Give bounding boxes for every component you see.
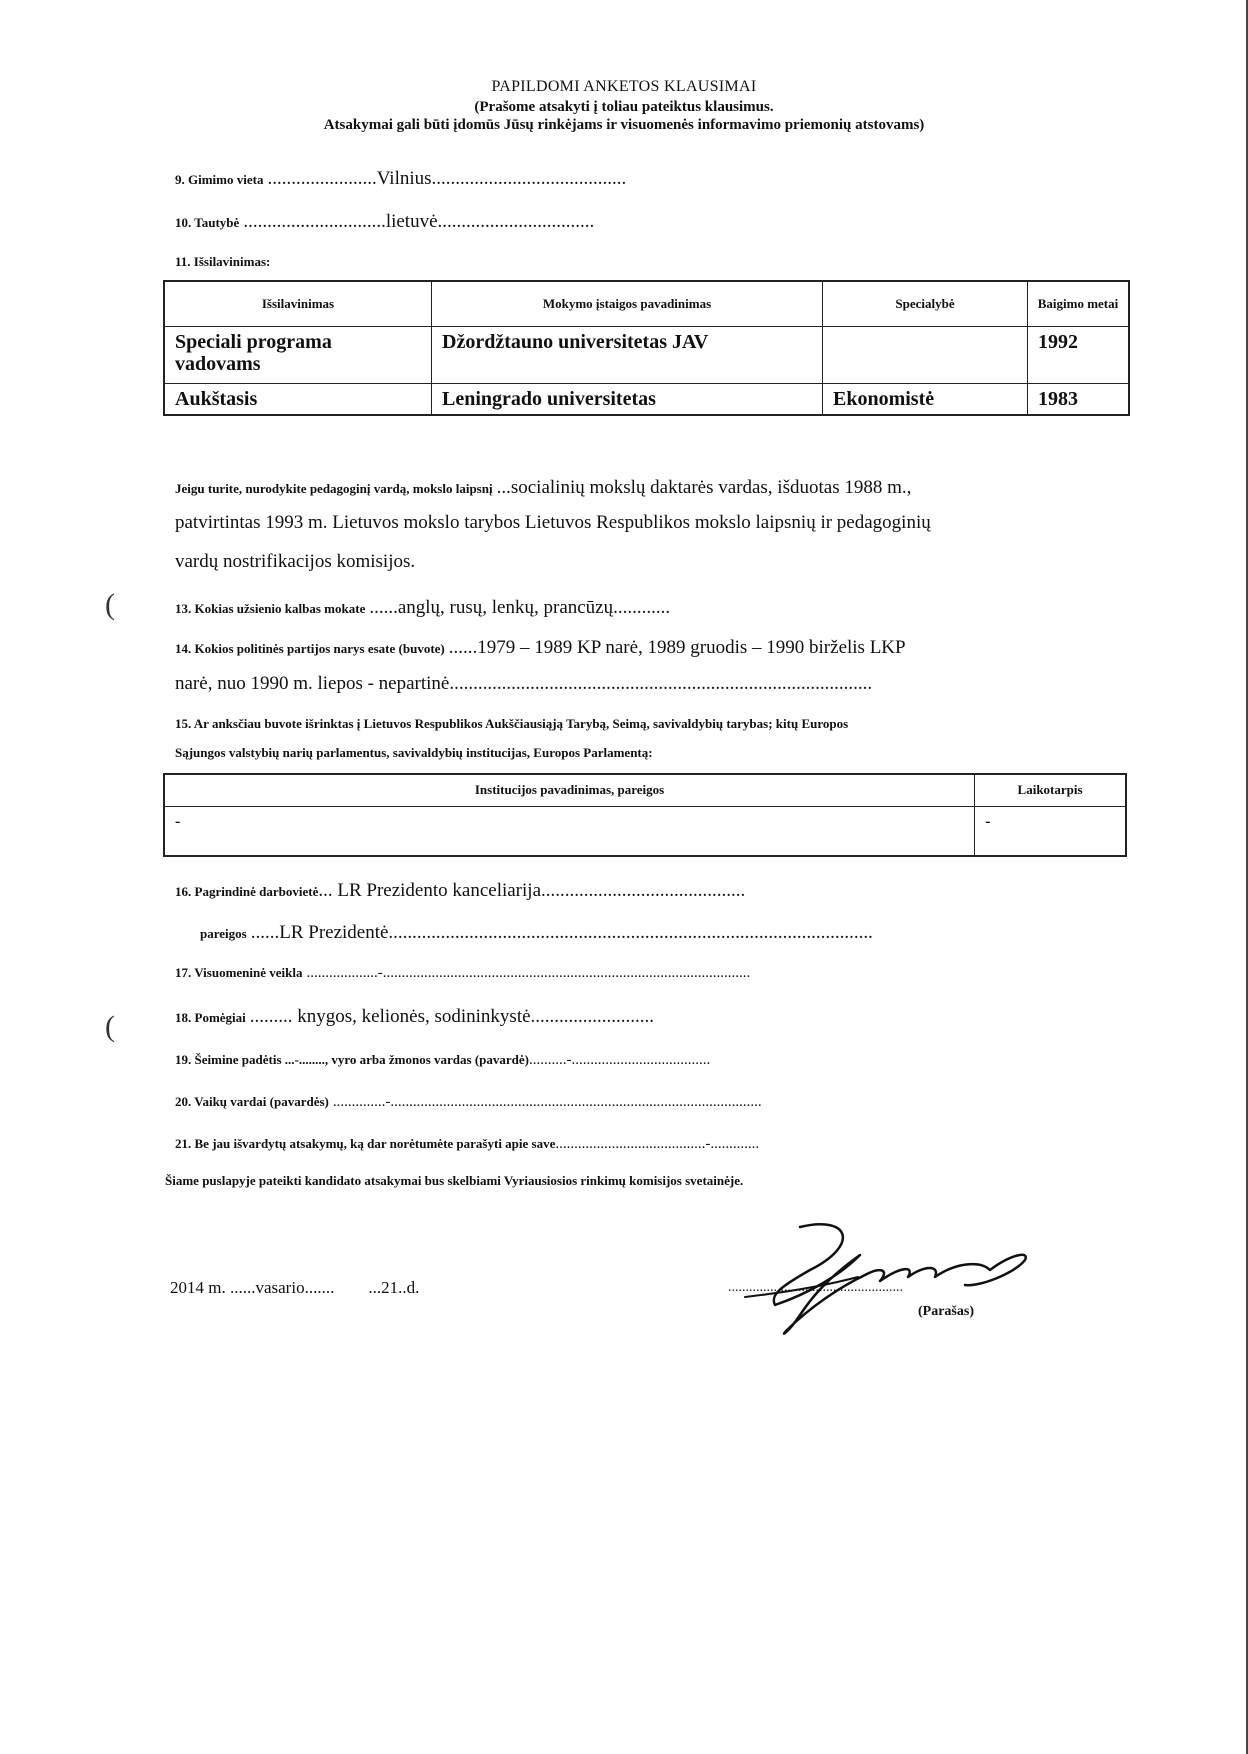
handwritten-signature [740, 1215, 1040, 1340]
table-row [164, 806, 1126, 856]
institutions-table [163, 773, 1127, 857]
q17-line [175, 964, 750, 982]
education-header-level: Išsilavinimas [164, 281, 432, 326]
q20-line [175, 1093, 762, 1111]
signature-caption: (Parašas) [918, 1304, 974, 1319]
institutions-name: - [164, 806, 975, 856]
form-title: PAPILDOMI ANKETOS KLAUSIMAI [491, 78, 757, 95]
q21-value: ........................................-............. [555, 1136, 760, 1152]
q19-value: ..........-..................................... [529, 1052, 711, 1068]
education-institution: Leningrado universitetas [432, 383, 823, 415]
q20-label: 20. Vaikų vardai (pavardės) [175, 1094, 329, 1109]
q21-label: 21. Be jau išvardytų atsakymų, ką dar norėtumėte parašyti apie save [175, 1136, 556, 1151]
q10-label: 10. Tautybė [175, 215, 240, 230]
education-level: Speciali programa vadovams [164, 326, 432, 383]
q17-label: 17. Visuomeninė veikla [175, 965, 303, 980]
q12-value-2: patvirtintas 1993 m. Lietuvos mokslo tarybos Lietuvos Respublikos mokslo laipsnių ir pedagoginių [175, 512, 931, 533]
table-row [164, 383, 1129, 415]
q16-value: ... LR Prezidento kanceliarija........................................... [318, 880, 746, 901]
q18-label: 18. Pomėgiai [175, 1010, 246, 1025]
education-header-year: Baigimo metai [1028, 281, 1130, 326]
q16-label: 16. Pagrindinė darbovietė [175, 884, 319, 899]
education-header-specialty: Specialybė [823, 281, 1028, 326]
q13-label: 13. Kokias užsienio kalbas mokate [175, 601, 366, 616]
form-subtitle-2: Atsakymai gali būti įdomūs Jūsų rinkėjams ir visuomenės informavimo priemonių atstovams) [323, 117, 925, 133]
education-year: 1983 [1028, 383, 1130, 415]
q19-label: 19. Šeimine padėtis ...-........, vyro arba žmonos vardas (pavardė) [175, 1052, 530, 1067]
q16-line [175, 880, 745, 902]
institutions-header-period: Laikotarpis [975, 774, 1126, 806]
q14-value-2: narė, nuo 1990 m. liepos - nepartinė......................................................................................... [175, 673, 873, 694]
institutions-header-row [164, 774, 1126, 806]
signature-dots: .................................................. [728, 1280, 903, 1295]
education-table [163, 280, 1130, 416]
q9-label: 9. Gimimo vieta [175, 172, 264, 187]
form-subtitle-1: (Prašome atsakyti į toliau pateiktus klausimus. [474, 99, 774, 115]
margin-parenthesis-mark: ( [105, 588, 115, 621]
q12-line-1 [175, 477, 911, 499]
institutions-period: - [975, 806, 1126, 856]
q10-trail-dots: ................................. [437, 211, 595, 232]
q15-label-2: Sąjungos valstybių narių parlamentus, savivaldybių institucijas, Europos Parlamentą: [175, 745, 653, 760]
education-header-row [164, 281, 1129, 326]
q19-line [175, 1051, 710, 1069]
institutions-header-name: Institucijos pavadinimas, pareigos [164, 774, 975, 806]
q11-label: 11. Išsilavinimas: [175, 254, 271, 269]
q14-value-1: ......1979 – 1989 KP narė, 1989 gruodis – 1990 birželis LKP [448, 637, 906, 658]
q17-value: ...................-.................................................................................................. [306, 965, 751, 981]
q10-line [175, 211, 594, 233]
q14-label: 14. Kokios politinės partijos narys esate (buvote) [175, 641, 445, 656]
q13-value: ......anglų, rusų, lenkų, prancūzų............ [369, 597, 671, 618]
q18-value: ......... knygos, kelionės, sodininkystė.......................... [249, 1006, 655, 1027]
q12-label: Jeigu turite, nurodykite pedagoginį vardą, mokslo laipsnį [175, 481, 493, 496]
q10-lead-dots: .............................. [243, 211, 386, 232]
q13-line [175, 597, 670, 619]
q16b-label: pareigos [200, 926, 247, 941]
q16b-line [200, 922, 873, 944]
table-row [164, 326, 1129, 383]
signing-date: 2014 m. ......vasario....... ...21..d. [170, 1278, 420, 1297]
education-specialty [823, 326, 1028, 383]
education-header-institution: Mokymo įstaigos pavadinimas [432, 281, 823, 326]
margin-parenthesis-mark: ( [105, 1010, 115, 1043]
education-year: 1992 [1028, 326, 1130, 383]
education-specialty: Ekonomistė [823, 383, 1028, 415]
q12-value-3: vardų nostrifikacijos komisijos. [175, 551, 416, 572]
q9-value: Vilnius [376, 168, 432, 189]
education-institution: Džordžtauno universitetas JAV [432, 326, 823, 383]
q14-line-1 [175, 637, 906, 659]
q20-value: ..............-................................................................................................... [332, 1094, 762, 1110]
q9-trail-dots: ......................................... [431, 168, 627, 189]
q9-lead-dots: ....................... [267, 168, 377, 189]
q18-line [175, 1006, 654, 1028]
education-level: Aukštasis [164, 383, 432, 415]
q10-value: lietuvė [385, 211, 438, 232]
q15-label-1: 15. Ar anksčiau buvote išrinktas į Lietuvos Respublikos Aukščiausiąją Tarybą, Seimą, savivaldybių tarybas; kitų Europos [175, 716, 849, 731]
q16b-value: ......LR Prezidentė...................................................................................................... [250, 922, 873, 943]
q12-value-1: ...socialinių mokslų daktarės vardas, išduotas 1988 m., [496, 477, 912, 498]
q21-line [175, 1135, 759, 1153]
publication-notice: Šiame puslapyje pateikti kandidato atsakymai bus skelbiami Vyriausiosios rinkimų komisijos svetainėje. [165, 1173, 744, 1188]
q9-line [175, 168, 626, 190]
